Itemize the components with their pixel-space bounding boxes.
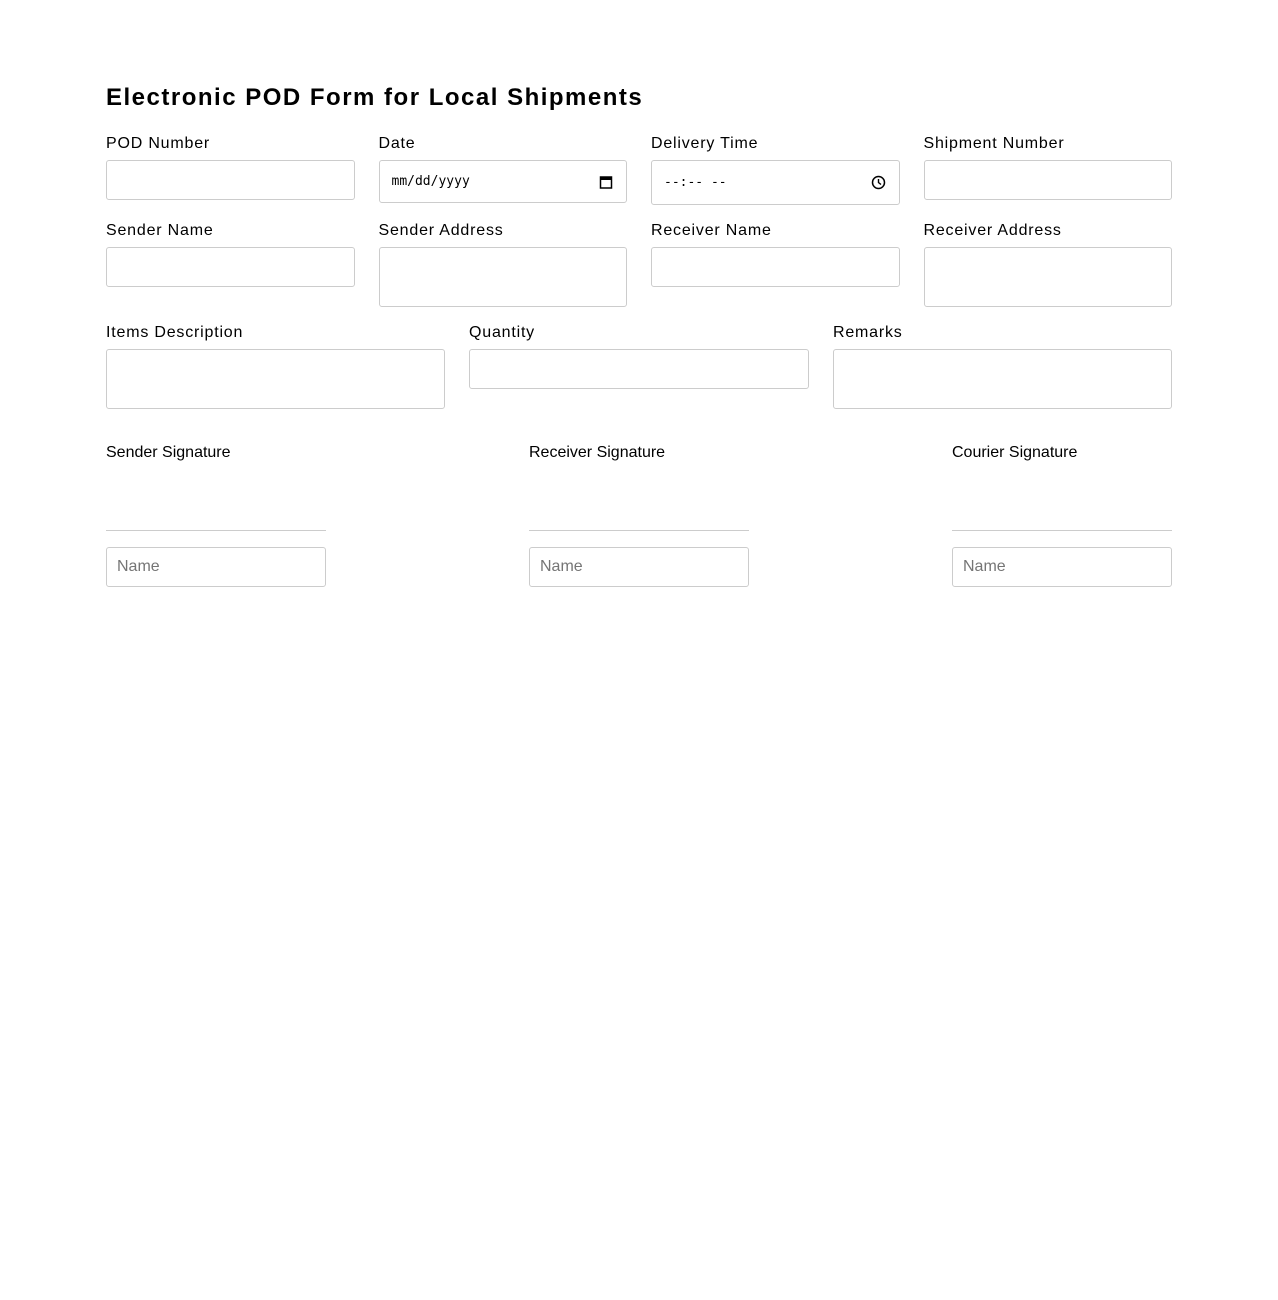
courier-signature-name-input[interactable] [952,547,1172,587]
courier-signature-pad[interactable] [952,463,1172,531]
sender-signature-label: Sender Signature [106,444,231,461]
sender-signature-block [106,443,326,587]
pod-number-input[interactable] [106,160,355,200]
remarks-textarea[interactable] [833,349,1172,409]
remarks-field [833,323,1172,409]
delivery-time-field [651,134,900,205]
receiver-name-label: Receiver Name [651,222,772,239]
sender-name-input[interactable] [106,247,355,287]
receiver-address-field [924,221,1173,307]
shipment-number-input[interactable] [924,160,1173,200]
items-description-label: Items Description [106,324,244,341]
sender-address-textarea[interactable] [379,247,628,307]
shipment-number-field [924,134,1173,205]
sender-signature-pad[interactable] [106,463,326,531]
sender-address-field [379,221,628,307]
signature-section [106,443,1172,587]
receiver-address-label: Receiver Address [923,222,1062,239]
calendar-icon[interactable] [598,174,614,190]
delivery-time-label: Delivery Time [651,135,759,152]
courier-signature-block [952,443,1172,587]
date-input[interactable] [379,160,628,203]
pod-number-field [106,134,355,205]
page-title: Electronic POD Form for Local Shipments [106,84,644,111]
sender-address-label: Sender Address [378,222,504,239]
date-label: Date [378,135,416,152]
shipment-number-label: Shipment Number [923,135,1065,152]
sender-signature-name-input[interactable] [106,547,326,587]
sender-name-field [106,221,355,307]
sender-name-label: Sender Name [106,222,214,239]
receiver-signature-block [529,443,749,587]
pod-number-label: POD Number [106,135,211,152]
receiver-signature-pad[interactable] [529,463,749,531]
items-description-textarea[interactable] [106,349,445,409]
clock-icon[interactable] [871,175,887,191]
date-placeholder: mm/dd/yyyy [391,174,470,189]
form-row-3 [106,323,1172,409]
items-description-field [106,323,445,409]
form-row-2 [106,221,1172,307]
courier-signature-label: Courier Signature [952,444,1078,461]
receiver-signature-name-input[interactable] [529,547,749,587]
date-field [379,134,628,205]
remarks-label: Remarks [833,324,903,341]
quantity-label: Quantity [469,324,535,341]
form-row-1 [106,134,1172,205]
quantity-field [469,323,809,409]
receiver-name-field [651,221,900,307]
receiver-signature-label: Receiver Signature [529,444,666,461]
quantity-input[interactable] [469,349,809,389]
receiver-address-textarea[interactable] [924,247,1173,307]
receiver-name-input[interactable] [651,247,900,287]
time-placeholder: --:-- -- [664,175,727,190]
delivery-time-input[interactable] [651,160,900,205]
